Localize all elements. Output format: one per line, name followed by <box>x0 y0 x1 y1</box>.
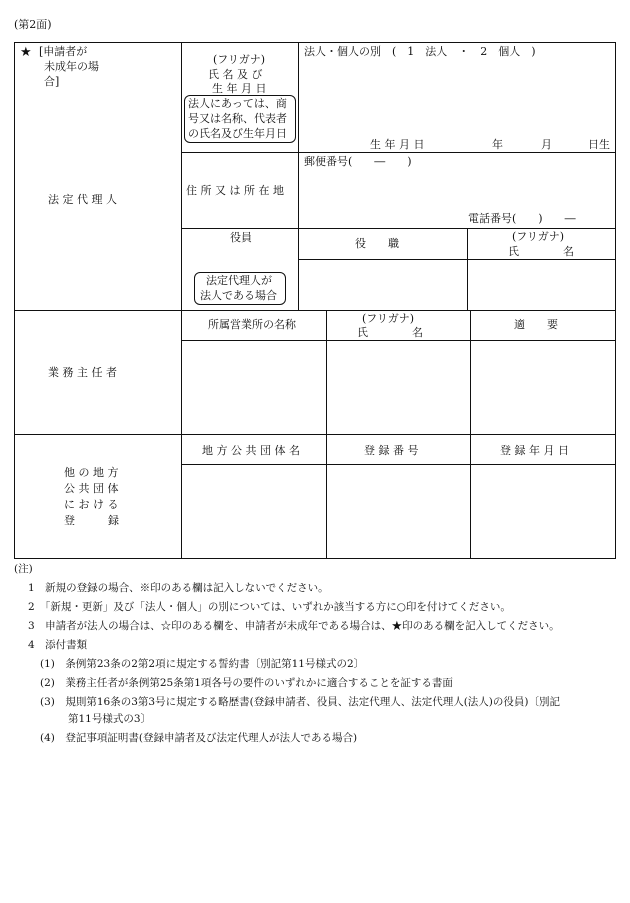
minor-note-3: 合] <box>44 75 60 88</box>
page-label: (第2面) <box>14 18 52 31</box>
table-top-border <box>14 42 616 43</box>
officer-note-1: 法定代理人が <box>206 274 272 287</box>
s3-vline-col2 <box>470 434 471 558</box>
phone-label: 電話番号( ) ― <box>468 212 576 225</box>
note-4-sub-3-cont: 第11号様式の3〕 <box>68 713 152 725</box>
note-3: 3 申請者が法人の場合は、☆印のある欄を、申請者が未成年である場合は、★印のある欄を記入してください。 <box>28 620 560 632</box>
registration-number-header: 登 録 番 号 <box>364 444 419 457</box>
minor-note-1: [申請者が <box>39 45 88 58</box>
corp-note-3: の氏名及び生年月日 <box>188 127 287 140</box>
birthdate-label: 生 年 月 日 <box>370 138 425 151</box>
notes-heading: (注) <box>14 563 33 575</box>
other-registration-label-2: 公 共 団 体 <box>64 482 119 495</box>
section-divider-2 <box>14 434 616 435</box>
position-header: 役 職 <box>355 237 399 250</box>
s1-hline-officer-header <box>298 259 616 260</box>
postal-code-label: 郵便番号( ― ) <box>304 155 412 168</box>
name-label-2: 生 年 月 日 <box>212 82 267 95</box>
note-1: 1 新規の登録の場合、※印のある欄は記入しないでください。 <box>28 582 329 594</box>
manager-name-header: 氏 名 <box>357 326 423 339</box>
month-label: 月 <box>541 138 552 151</box>
note-4-sub-1: (1) 条例第23条の2第2項に規定する誓約書〔別記第11号様式の2〕 <box>40 658 365 670</box>
corp-note-1: 法人にあっては、商 <box>188 97 287 110</box>
s2-vline-col2 <box>470 310 471 434</box>
note-4: 4 添付書類 <box>28 639 88 651</box>
note-4-sub-4: (4) 登記事項証明書(登録申請者及び法定代理人が法人である場合) <box>40 732 358 744</box>
other-registration-label-3: に お け る <box>64 498 119 511</box>
business-manager-label: 業 務 主 任 者 <box>48 366 117 379</box>
s1-vline-label <box>181 42 182 310</box>
s2-vline-col1 <box>326 310 327 434</box>
section-divider-1 <box>14 310 616 311</box>
minor-note-2: 未成年の場 <box>44 60 99 73</box>
note-4-sub-3: (3) 規則第16条の3第3号に規定する略歴書(登録申請者、役員、法定代理人、法定代理人(法人)の役員)〔別記 <box>40 696 560 708</box>
table-bottom-border <box>14 558 616 559</box>
officer-note-2: 法人である場合 <box>200 289 277 302</box>
s2-vline-label <box>181 310 182 434</box>
remarks-header: 適 要 <box>514 318 558 331</box>
day-birth-label: 日生 <box>588 138 610 151</box>
manager-furigana: (フリガナ) <box>362 312 415 325</box>
officer-name-header: 氏 名 <box>508 245 574 258</box>
furigana-label: (フリガナ) <box>213 53 266 66</box>
address-label: 住 所 又 は 所 在 地 <box>186 184 284 197</box>
s1-hline-name-bottom <box>181 152 616 153</box>
year-label: 年 <box>492 138 503 151</box>
local-government-header: 地 方 公 共 団 体 名 <box>202 444 300 457</box>
legal-rep-label: 法 定 代 理 人 <box>48 193 117 206</box>
s2-hline-header <box>181 340 616 341</box>
s1-vline-position <box>467 228 468 310</box>
star-mark: ★ <box>20 45 32 60</box>
corp-individual-label: 法人・個人の別 ( 1 法人 ・ 2 個人 ) <box>304 45 536 58</box>
corp-note-2: 号又は名称、代表者 <box>188 112 287 125</box>
officer-label: 役員 <box>230 231 252 244</box>
s3-vline-label <box>181 434 182 558</box>
name-label-1: 氏 名 及 び <box>208 68 263 81</box>
note-4-sub-2: (2) 業務主任者が条例第25条第1項各号の要件のいずれかに適合することを証する書面 <box>40 677 453 689</box>
other-registration-label-4: 登 録 <box>64 514 119 527</box>
note-2: 2 「新規・更新」及び「法人・個人」の別については、いずれか該当する方に○印を付けてください。 <box>28 601 511 613</box>
s1-hline-address-bottom <box>181 228 616 229</box>
s1-vline-officer <box>298 228 299 310</box>
registration-date-header: 登 録 年 月 日 <box>500 444 569 457</box>
other-registration-label-1: 他 の 地 方 <box>64 466 119 479</box>
s3-hline-header <box>181 464 616 465</box>
officer-furigana: (フリガナ) <box>512 230 565 243</box>
s3-vline-col1 <box>326 434 327 558</box>
office-name-header: 所属営業所の名称 <box>208 318 296 331</box>
s1-vline-name <box>298 42 299 228</box>
